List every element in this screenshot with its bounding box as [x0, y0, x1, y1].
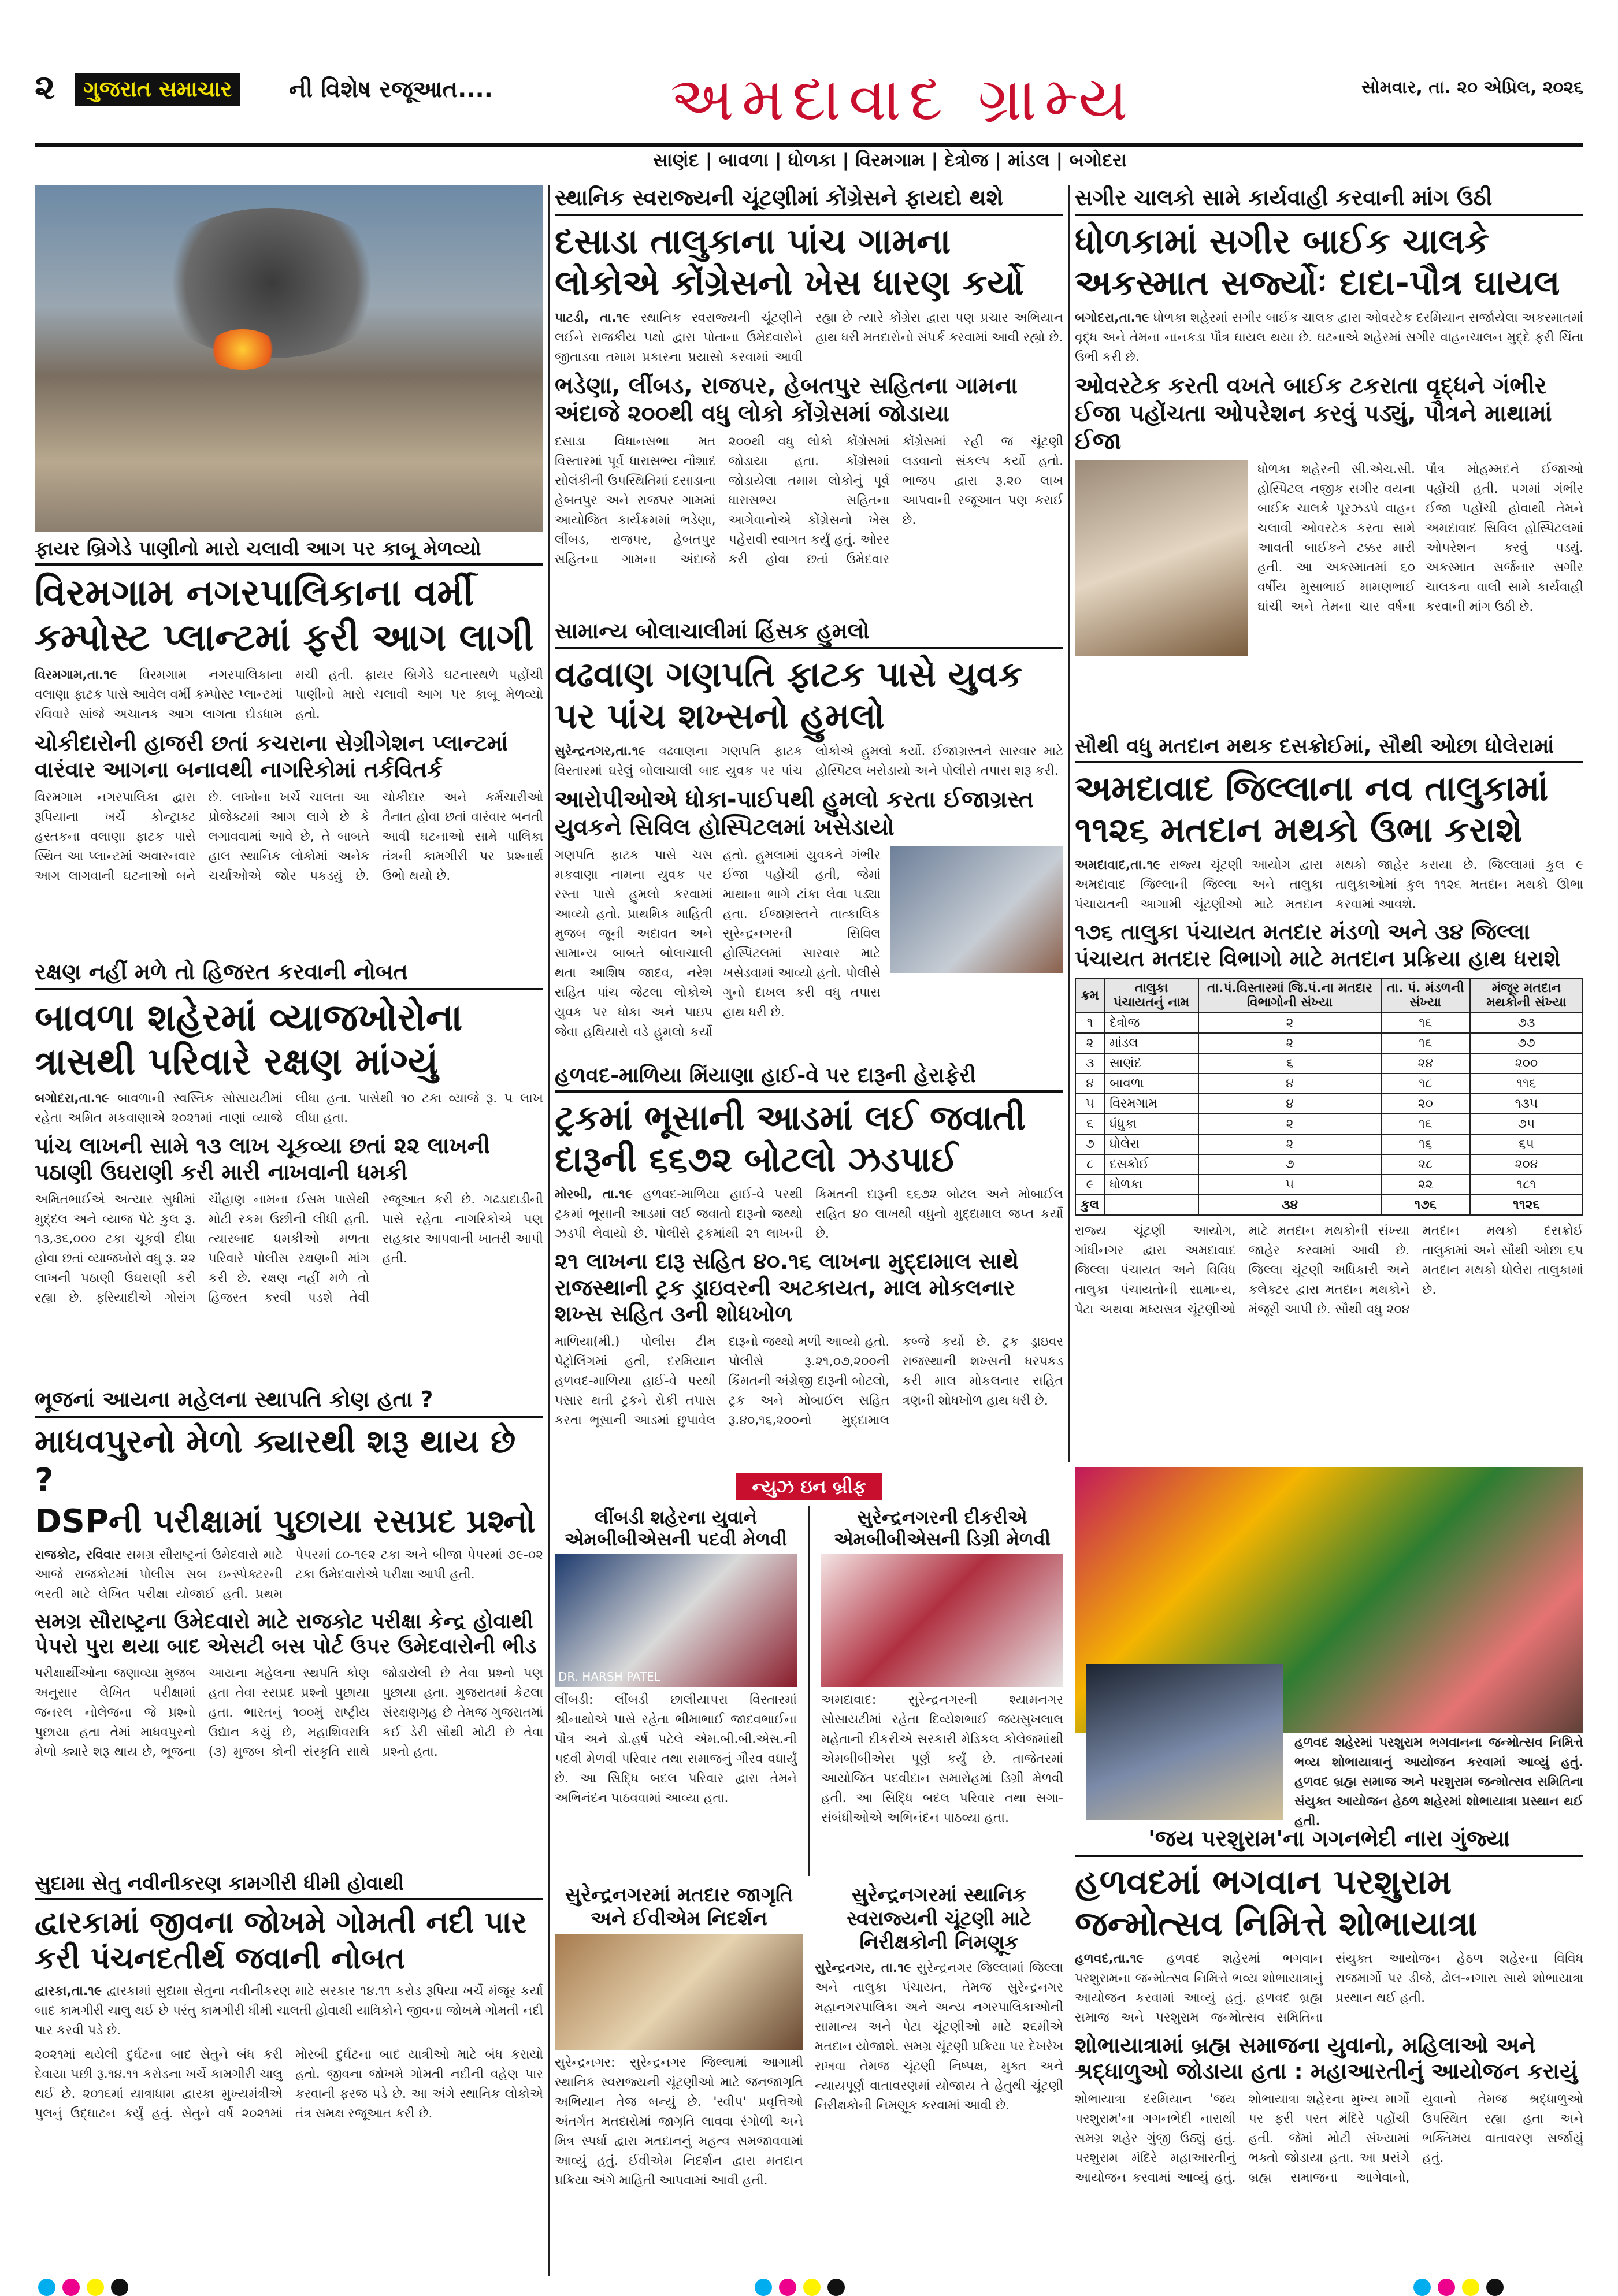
liquor-body2: માળિયા(મી.) પોલીસ ટીમ પેટ્રોલિંગમાં હતી, દરમિયાન હળવદ-માળિયા હાઈ-વે પરથી પસાર થતી ટ્રકને રોકી તપાસ કરતા ભૂસાની આડમાં છુપાવેલ દારૂનો જથ્થો મળી આવ્યો હતો. પોલીસે રૂ.૨૧,૦૭,૨૦૦ની કિંમતની અંગ્રેજી દારૂની બોટલો, ટ્રક અને મોબાઈલ સહિત રૂ.૪૦,૧૬,૨૦૦નો મુદ્દામાલ કબ્જે કર્યો છે. ટ્રક ડ્રાઇવર રાજસ્થાની શખ્સની ધરપકડ કરી માલ મોકલનાર સહિત ત્રણની શોધખોળ હાથ ધરી છે. [555, 1334, 1063, 1428]
table-cell: ૬ [1198, 1053, 1381, 1073]
table-cell: ધોલેરા [1104, 1134, 1198, 1154]
table-row [1075, 1154, 1583, 1175]
dasada-body2: દસાડા વિધાનસભા મત વિસ્તારમાં પૂર્વ ધારાસભ્ય નૌશાદ સોલંકીની ઉપસ્થિતિમાં દસાડાના હેબતપુર અને રાજપર ગામમાં આયોજિત કાર્યક્રમમાં ભડેણા, લીંબડ, રાજપર, હેબતપુર સહિતના ગામના અંદાજે ૨૦૦થી વધુ લોકો કોંગ્રેસમાં જોડાયા હતા. કોંગ્રેસમાં જોડાયેલા તમામ લોકોનું પૂર્વ ધારાસભ્ય સહિતના આગેવાનોએ કોંગ્રેસનો ખેસ પહેરાવી સ્વાગત કર્યું હતું. ઓરર કરી હોવા છતાં ઉમેદવાર કોંગ્રેસમાં રહી જ ચૂંટણી લડવાનો સંકલ્પ કર્યો હતો. ભાજપ દ્વારા રૂ.૨૦ લાખ આપવાની રજૂઆત પણ કરાઈ છે. [555, 434, 1063, 567]
observer-text: સુરેન્દ્રનગર જિલ્લામાં જિલ્લા અને તાલુકા પંચાયત, તેમજ સુરેન્દ્રનગર મહાનગરપાલિકા અને અન્ય નગરપાલિકાઓની સામાન્ય અને પેટા ચૂંટણીઓ માટે ૨૬મીએ મતદાન યોજાશે. સમગ્ર ચૂંટણી પ્રક્રિયા પર દેખરેખ રાખવા તેમજ ચૂંટણી નિષ્પક્ષ, મુક્ત અને ન્યાયપૂર્ણ વાતાવરણમાં યોજાય તે હેતુથી ચૂંટણી નિરીક્ષકોની નિમણૂક કરવામાં આવી છે. [815, 1961, 1063, 2113]
table-cell: ૨૦ [1381, 1094, 1470, 1114]
magenta-dot [779, 2279, 796, 2296]
table-cell: ૨૨ [1381, 1175, 1470, 1195]
table-total-cell: ૩૪ [1198, 1195, 1381, 1215]
table-total-cell: ૧૧૨૬ [1470, 1195, 1583, 1215]
table-cell: માંડલ [1104, 1033, 1198, 1053]
table-cell: ૨૮ [1381, 1154, 1470, 1175]
madhavpur-body [35, 1545, 543, 1604]
booths-text: રાજ્ય ચૂંટણી આયોગ દ્વારા અમદાવાદ જિલ્લાની જિલ્લા અને તાલુકા પંચાયતની આગામી ચૂંટણીઓ માટે મતદાન મથકો જાહેર કરાયા છે. જિલ્લામાં કુલ ૯ તાલુકાઓમાં કુલ ૧૧૨૬ મતદાન મથકો ઊભા કરવામાં આવશે. [1075, 858, 1583, 912]
table-cell: ૧૩૫ [1470, 1094, 1583, 1114]
liquor-article [555, 1063, 1063, 1467]
dholka-subhead: ઓવરટેક કરતી વખતે બાઈક ટકરાતા વૃદ્ધને ગંભીર ઈજા પહોંચતા ઓપરેશન કરવું પડ્યું, પૌત્રને માથામાં ઈજા [1075, 372, 1552, 455]
table-cell: ૨૪ [1381, 1053, 1470, 1073]
registration-marks-center [751, 2279, 982, 2296]
hospital-photo [890, 846, 1063, 973]
flame-shape [208, 329, 277, 370]
brand-tagline: ની વિશેષ રજૂઆત.... [289, 76, 493, 103]
booths-kicker: સૌથી વધુ મતદાન મથક દસક્રોઈમાં, સૌથી ઓછા ધોલેરામાં [1075, 734, 1583, 763]
graduate-photo-2 [821, 1554, 1063, 1687]
vadhvan-article [555, 618, 1063, 1057]
black-dot [111, 2279, 128, 2296]
table-row [1075, 1053, 1583, 1073]
table-cell: ૯ [1075, 1175, 1104, 1195]
table-cell: ૪ [1198, 1094, 1381, 1114]
parshuram-dateline: હળવદ,તા.૧૯ [1075, 1951, 1144, 1966]
towns-list: સાણંદ | બાવળા | ધોળકા | વિરમગામ | દેત્રોજ | માંડલ | બગોદરા [653, 149, 1127, 171]
sudama-dateline: દ્વારકા,તા.૧૯ [35, 1983, 102, 1998]
brief-item [821, 1506, 1063, 1876]
news-in-brief [555, 1473, 1063, 1878]
parshuram-body2: શોભાયાત્રા દરમિયાન 'જય પરશુરામ'ના ગગનભેદી નારાથી સમગ્ર શહેર ગુંજી ઉઠ્યું હતું. પરશુરામ મંદિરે મહાઆરતીનું આયોજન કરવામાં આવ્યું હતું. શોભાયાત્રા શહેરના મુખ્ય માર્ગો પર ફરી પરત મંદિરે પહોંચી હતી. જેમાં મોટી સંખ્યામાં ભક્તો જોડાયા હતા. આ પ્રસંગે બ્રહ્મ સમાજના આગેવાનો, યુવાનો તેમજ શ્રદ્ધાળુઓ ઉપસ્થિત રહ્યા હતા અને ભક્તિમય વાતાવરણ સર્જાયું હતું. [1075, 2091, 1583, 2185]
vadhvan-subhead: આરોપીઓએ ધોકા-પાઈપથી હુમલો કરતા ઈજાગ્રસ્ત યુવકને સિવિલ હોસ્પિટલમાં ખસેડાયો [555, 786, 1034, 841]
header-rule [35, 143, 1583, 147]
magenta-dot [1438, 2279, 1455, 2296]
vadhvan-body [555, 742, 1063, 781]
table-cell: ૭૭ [1470, 1033, 1583, 1053]
smoke-shape [150, 208, 393, 358]
observer-dateline: સુરેન્દ્રનગર, તા.૧૯ [815, 1961, 912, 1976]
liquor-text: હળવદ-માળિયા હાઈ-વે પરથી ટ્રકમાં ભૂસાની આડમાં લઈ જવાતો દારૂનો જથ્થો ઝડપી લેવાયો છે. પોલીસે ટ્રકમાંથી ૨૧ લાખની કિમતની દારૂની ૬૬૭૨ બોટલ અને મોબાઈલ સહિત ૪૦ લાખથી વધુનો મુદ્દામાલ જપ્ત કર્યો છે. [555, 1187, 1063, 1242]
parshuram-photo-caption: હળવદ શહેરમાં પરશુરામ ભગવાનના જન્મોત્સવ નિમિત્તે ભવ્ય શોભાયાત્રાનું આયોજન કરવામાં આવ્યું હતું. હળવદ બ્રહ્મ સમાજ અને પરશુરામ જન્મોત્સવ સમિતિના સંયુક્ત આયોજન હેઠળ શહેરમાં શોભાયાત્રા પ્રસ્થાન થઈ હતી. [1294, 1736, 1583, 1829]
dholka-kicker: સગીર ચાલકો સામે કાર્યવાહી કરવાની માંગ ઉઠી [1075, 185, 1583, 216]
bavla-subhead: પાંચ લાખની સામે ૧૩ લાખ ચૂકવ્યા છતાં ૨૨ લાખની પઠાણી ઉઘરાણી કરી મારી નાખવાની ધમકી [35, 1133, 490, 1185]
table-cell: ૧૬ [1381, 1013, 1470, 1033]
table-cell: ૫ [1198, 1175, 1381, 1195]
viramgam-dateline: વિરમગામ,તા.૧૯ [35, 668, 118, 683]
brief-divider [808, 1506, 810, 1876]
table-cell: દસક્રોઈ [1104, 1154, 1198, 1175]
table-row [1075, 1134, 1583, 1154]
parshuram-kicker: 'જય પરશુરામ'ના ગગનભેદી નારા ગુંજ્યા [1075, 1826, 1583, 1857]
yellow-dot [87, 2279, 104, 2296]
table-cell: ૨૦૪ [1470, 1154, 1583, 1175]
table-header-cell: ક્રમ [1075, 978, 1104, 1013]
vadhvan-dateline: સુરેન્દ્રનગર,તા.૧૯ [555, 744, 646, 759]
dholka-headline: ધોળકામાં સગીર બાઈક ચાલકે અકસ્માત સર્જ્યોઃ દાદા-પૌત્ર ઘાયલ [1075, 221, 1560, 303]
page-number: ૨ [35, 67, 55, 107]
booths-table [1075, 978, 1583, 1216]
bavla-body [35, 1089, 543, 1128]
dasada-subhead: ભડેણા, લીંબડ, રાજપર, હેબતપુર સહિતના ગામના અંદાજે ૨૦૦થી વધુ લોકો કોંગ્રેસમાં જોડાયા [555, 372, 1018, 427]
madhavpur-article [35, 1387, 543, 1866]
sudama-kicker: સુદામા સેતુ નવીનીકરણ કામગીરી ધીમી હોવાથી [35, 1872, 543, 1900]
magenta-dot [62, 2279, 80, 2296]
dasada-body [555, 309, 1063, 367]
booths-subhead: ૧૭૬ તાલુકા પંચાયત મતદાર મંડળો અને ૩૪ જિલ્લા પંચાયત મતદાર વિભાગો માટે મતદાન પ્રક્રિયા હાથ ધરાશે [1075, 919, 1561, 971]
booths-article [1075, 734, 1583, 1462]
sudama-headline: દ્વારકામાં જીવના જોખમે ગોમતી નદી પાર કરી પંચનદતીર્થ જવાની નોબત [35, 1905, 527, 1977]
sudama-body [35, 1982, 543, 2041]
brief-headline: લીંબડી શહેરના યુવાને એમબીબીએસની પદવી મેળવી [564, 1506, 788, 1551]
table-cell: વિરમગામ [1104, 1094, 1198, 1114]
table-cell: ૧૬ [1381, 1033, 1470, 1053]
brief-body: અમદાવાદ: સુરેન્દ્રનગરની શ્યામનગર સોસાયટીમાં રહેતા દિવ્યેશભાઈ જયસુખલાલ મહેતાની દીકરીએ સરકારી મેડિકલ કોલેજમાંથી એમબીબીએસ પૂર્ણ કર્યું છે. તાજેતરમાં આયોજિત પદવીદાન સમારોહમાં ડિગ્રી મેળવી હતી. આ સિદ્ધિ બદલ પરિવાર તથા સગા-સંબંધીઓએ અભિનંદન પાઠવ્યા હતા. [821, 1692, 1063, 1825]
edition-title: અમદાવાદ ગ્રામ્ય [670, 64, 1136, 134]
dasada-dateline: પાટડી, તા.૧૯ [555, 310, 630, 325]
table-cell: દેત્રોજ [1104, 1013, 1198, 1033]
table-cell: ૩ [1075, 1053, 1104, 1073]
black-dot [1486, 2279, 1504, 2296]
liquor-body [555, 1185, 1063, 1244]
vadhvan-text: વઢવાણના ગણપતિ ફાટક વિસ્તારમાં ઘરેલું બોલાચાલી બાદ યુવક પર પાંચ લોકોએ હુમલો કર્યો. ઈજાગ્રસ્તને સારવાર માટે હોસ્પિટલ ખસેડાયો અને પોલીસે તપાસ શરૂ કરી. [555, 744, 1063, 778]
table-row [1075, 1094, 1583, 1114]
table-cell: ૨૦૦ [1470, 1053, 1583, 1073]
fire-photo [35, 185, 543, 532]
parshuram-headline: હળવદમાં ભગવાન પરશુરામ જન્મોત્સવ નિમિત્તે શોભાયાત્રા [1075, 1862, 1478, 1944]
parshuram-article [1075, 1479, 1583, 2276]
yellow-dot [803, 2279, 821, 2296]
madhavpur-text: સમગ્ર સૌરાષ્ટ્રનાં ઉમેદવારો માટે આજે રાજકોટમાં પોલીસ સબ ઇન્સ્પેક્ટરની ભરતી માટે લેખિત પરીક્ષા યોજાઈ હતી. પ્રથમ પેપરમાં ૮૦-૧૯૨ ટકા અને બીજા પેપરમાં ૭૯-૦૨ ટકા ઉમેદવારોએ પરીક્ષા આપી હતી. [35, 1548, 543, 1602]
table-total-cell: ૧૭૬ [1381, 1195, 1470, 1215]
madhavpur-dateline: રાજકોટ, રવિવાર [35, 1548, 121, 1563]
accident-victim-photo [1075, 460, 1248, 656]
bavla-headline: બાવળા શહેરમાં વ્યાજખોરોના ત્રાસથી પરિવારે રક્ષણ માંગ્યું [35, 996, 463, 1084]
table-cell: ૭ [1075, 1134, 1104, 1154]
viramgam-body2: વિરમગામ નગરપાલિકા દ્વારા રૂપિયાના ખર્ચે કોન્ટ્રાક્ટ હસ્તકના વલાણા ફાટક પાસે સ્થિત આ પ્લાન્ટમાં અવારનવાર આગ લાગવાની ઘટનાઓ બને છે. લાખોના ખર્ચે ચાલતા આ પ્રોજેક્ટમાં આગ લાગે છે કે લગાવવામાં આવે છે, તે બાબતે હાલ સ્થાનિક લોકોમાં અનેક ચર્ચાઓએ જોર પકડ્યું છે. ચોકીદાર અને કર્મચારીઓ તૈનાત હોવા છતાં વારંવાર બનતી આવી ઘટનાઓ સામે પાલિકા તંત્રની કામગીરી પર પ્રશ્નાર્થ ઉભો થયો છે. [35, 790, 543, 883]
table-cell: ૨ [1198, 1114, 1381, 1134]
sudama-article [35, 1872, 543, 2276]
bavla-article [35, 959, 543, 1381]
booths-body2: રાજ્ય ચૂંટણી આયોગ, ગાંધીનગર દ્વારા અમદાવાદ જિલ્લા પંચાયત અને વિવિધ તાલુકા પંચાયતોની સામાન્ય, પેટા અથવા મધ્યસત્ર ચૂંટણીઓ માટે મતદાન મથકોની સંખ્યા જાહેર કરવામાં આવી છે. જિલ્લા ચૂંટણી અધિકારી અને કલેક્ટર દ્વારા મતદાન મથકોને મંજૂરી આપી છે. સૌથી વધુ ૨૦૪ મતદાન મથકો દસક્રોઈ તાલુકામાં અને સૌથી ઓછા ૬૫ મતદાન મથકો ધોલેરા તાલુકામાં છે. [1075, 1224, 1583, 1317]
table-cell: ૨ [1198, 1134, 1381, 1154]
column-divider-1 [548, 185, 550, 2276]
brief-headline: સુરેન્દ્રનગરની દીકરીએ એમબીબીએસની ડિગ્રી મેળવી [834, 1506, 1051, 1551]
table-cell: ૮ [1075, 1154, 1104, 1175]
table-cell: ૧ [1075, 1013, 1104, 1033]
observer-headline: સુરેન્દ્રનગરમાં સ્થાનિક સ્વરાજ્યની ચૂંટણી માટે નિરીક્ષકોની નિમણૂક [847, 1883, 1031, 1954]
table-cell: ૭૫ [1470, 1114, 1583, 1134]
yellow-dot [1462, 2279, 1479, 2296]
parshuram-body [1075, 1949, 1583, 2028]
towns-strip [653, 149, 1346, 178]
black-dot [827, 2279, 845, 2296]
cyan-dot [38, 2279, 55, 2296]
issue-date: સોમવાર, તા. ૨૦ એપ્રિલ, ૨૦૨૬ [1361, 77, 1583, 98]
viramgam-headline: વિરમગામ નગરપાલિકાના વર્મી કમ્પોસ્ટ પ્લાન્ટમાં ફરી આગ લાગી [35, 571, 534, 659]
madhavpur-body2: પરીક્ષાર્થીઓના જણાવ્યા મુજબ અનુસાર લેખિત પરીક્ષામાં જનરલ નોલેજના જે પ્રશ્નો પુછાયા હતા તેમાં માધવપુરનો મેળો ક્યારે શરૂ થાય છે, ભૂજના આયના મહેલના સ્થપતિ કોણ હતા તેવા રસપ્રદ પ્રશ્નો પુછાયા હતા. ભારતનું ૧૦૦મું રાષ્ટ્રીય ઉદ્યાન કયું છે, મહાશિવરાત્રિ (૩) મુજબ કોની સંસ્કૃતિ સાથે જોડાયેલી છે તેવા પ્રશ્નો પણ પુછાયા હતા. ગુજરાતમાં કેટલા સંરક્ષણગૃહ છે તેમજ ગુજરાતમાં કઈ ડેરી સૌથી મોટી છે તેવા પ્રશ્નો હતા. [35, 1666, 543, 1759]
liquor-kicker: હળવદ-માળિયા મિંયાણા હાઈ-વે પર દારૂની હેરાફેરી [555, 1063, 1063, 1093]
table-row [1075, 1073, 1583, 1094]
evm-headline: સુરેન્દ્રનગરમાં મતદાર જાગૃતિ અને ઈવીએમ નિદર્શન [565, 1883, 793, 1930]
liquor-dateline: મોરબી, તા.૧૯ [555, 1187, 633, 1202]
sudama-body2: ૨૦૨૧માં થયેલી દુર્ઘટના બાદ સેતુને બંધ કરી દેવાયા પછી રૂ.૧૪.૧૧ કરોડના ખર્ચે કામગીરી ચાલુ થઈ છે. ૨૦૧૬માં યાત્રાધામ દ્વારકા મુખ્યમંત્રીએ પુલનું ઉદ્ઘાટન કર્યું હતું. સેતુને વર્ષ ૨૦૨૧માં મોરબી દુર્ઘટના બાદ યાત્રીઓ માટે બંધ કરાયો હતો. જીવના જોખમે ગોમતી નદીની વહેણ પાર કરવાની ફરજ પડે છે. આ અંગે સ્થાનિક લોકોએ તંત્ર સમક્ષ રજૂઆત કરી છે. [35, 2047, 543, 2121]
vadhvan-headline: વઢવાણ ગણપતિ ફાટક પાસે યુવક પર પાંચ શખ્સનો હુમલો [555, 654, 1023, 737]
viramgam-kicker: ફાયર બ્રિગેડે પાણીનો મારો ચલાવી આગ પર કાબૂ મેળવ્યો [35, 537, 543, 566]
viramgam-body [35, 666, 543, 725]
madhavpur-kicker: ભૂજનાં આયના મહેલના સ્થાપતિ કોણ હતા ? [35, 1387, 543, 1418]
registration-marks-right [1410, 2279, 1583, 2296]
evm-article [555, 1883, 803, 2276]
brief-body: લીંબડી: લીંબડી છાલીયાપરા વિસ્તારમાં શ્રીનાથોએ પાસે રહેતા ભીમાભાઈ જાદવભાઈના પૌત્ર અને ડો.હર્ષ પટેલે એમ.બી.બી.એસ.ની પદવી મેળવી પરિવાર તથા સમાજનું ગૌરવ વધાર્યું છે. આ સિદ્ધિ બદલ પરિવાર દ્વારા તેમને અભિનંદન પાઠવવામાં આવ્યા હતા. [555, 1692, 797, 1805]
table-row [1075, 1114, 1583, 1134]
table-total-cell [1104, 1195, 1198, 1215]
table-header-cell: મંજૂર મતદાન મથકોની સંખ્યા [1470, 978, 1583, 1013]
dasada-article [555, 185, 1063, 612]
parshuram-text: હળવદ શહેરમાં ભગવાન પરશુરામના જન્મોત્સવ નિમિત્તે ભવ્ય શોભાયાત્રાનું આયોજન કરવામાં આવ્યું હતું. હળવદ બ્રહ્મ સમાજ અને પરશુરામ જન્મોત્સવ સમિતિના સંયુક્ત આયોજન હેઠળ શહેરના વિવિધ રાજમાર્ગો પર ડીજે, ઢોલ-નગારા સાથે શોભાયાત્રા પ્રસ્થાન થઈ હતી. [1075, 1951, 1583, 2025]
dasada-text: સ્થાનિક સ્વરાજ્યની ચૂંટણીને લઈને રાજકીય પક્ષો દ્વારા પોતાના ઉમેદવારોને જીતાડવા તમામ પ્રકારના પ્રયાસો કરવામાં આવી રહ્યા છે ત્યારે કોંગ્રેસ દ્વારા પણ પ્રચાર અભિયાન હાથ ધરી મતદારોનો સંપર્ક કરવામાં આવી રહ્યો છે. [555, 310, 1063, 365]
bavla-dateline: બગોદરા,તા.૧૯ [35, 1091, 109, 1106]
madhavpur-headline-2: DSPની પરીક્ષામાં પુછાયા રસપ્રદ પ્રશ્નો [35, 1502, 536, 1540]
dasada-kicker: સ્થાનિક સ્વરાજ્યની ચૂંટણીમાં કોંગ્રેસને ફાયદો થશે [555, 185, 1063, 216]
vadhvan-kicker: સામાન્ય બોલાચાલીમાં હિંસક હુમલો [555, 618, 1063, 649]
table-cell: ૧૬ [1381, 1134, 1470, 1154]
table-cell: ધોળકા [1104, 1175, 1198, 1195]
column-divider-2 [1068, 185, 1070, 1462]
dholka-body2: ધોળકા શહેરની સી.એચ.સી. હોસ્પિટલ નજીક સગીર વયના બાઈક ચાલકે પૂરઝડપે વાહન ચલાવી ઓવરટેક કરતા સામે આવતી બાઈકને ટક્કર મારી હતી. આ અકસ્માતમાં ૬૦ વર્ષીય મુસાભાઈ મામણભાઈ ઘાંચી અને તેમના ચાર વર્ષના પૌત્ર મોહમ્મદને ઈજાઓ પહોંચી હતી. પગમાં ગંભીર ઈજા પહોંચી હોવાથી તેમને અમદાવાદ સિવિલ હોસ્પિટલમાં ઓપરેશન કરવું પડ્યું. અકસ્માત સર્જનાર સગીર ચાલકના વાલી સામે કાર્યવાહી કરવાની માંગ ઉઠી છે. [1257, 462, 1583, 614]
registration-marks-left [35, 2279, 266, 2296]
madhavpur-subhead: સમગ્ર સૌરાષ્ટ્રના ઉમેદવારો માટે રાજકોટ પરીક્ષા કેન્દ્ર હોવાથી પેપરો પુરા થયા બાદ એસટી બસ પોર્ટ ઉપર ઉમેદવારોની ભીડ [35, 1610, 537, 1659]
page-header [35, 64, 1583, 150]
table-cell: ૫ [1075, 1094, 1104, 1114]
table-total-cell: કુલ [1075, 1195, 1104, 1215]
table-header-cell: તા. પં. મંડળની સંખ્યા [1381, 978, 1470, 1013]
bavla-body2: અમિતભાઈએ અત્યાર સુધીમાં મુદ્દલ અને વ્યાજ પેટે કુલ રૂ. ૧૩,૩૬,૦૦૦ ટકા ચૂકવી દીધા હોવા છતાં વ્યાજખોરો વધુ રૂ. ૨૨ લાખની પઠાણી ઉઘરાણી કરી રહ્યા છે. ફરિયાદીએ ગોરાંગ ચૌહાણ નામના ઈસમ પાસેથી મોટી રકમ ઉછીની લીધી હતી. ત્યારબાદ ધમકીઓ મળતા પરિવારે પોલીસ રક્ષણની માંગ કરી છે. રક્ષણ નહીં મળે તો હિજરત કરવી પડશે તેવી રજૂઆત કરી છે. ગઢડાદાડીની પાસે રહેતા નાગરિકોએ પણ સહકાર આપવાની ખાતરી આપી હતી. [35, 1192, 543, 1306]
liquor-headline: ટ્રકમાં ભૂસાની આડમાં લઈ જવાતી દારૂની ૬૬૭૨ બોટલો ઝડપાઈ [555, 1098, 1026, 1180]
graduate-photo [555, 1554, 797, 1687]
vadhvan-body2: ગણપતિ ફાટક પાસે ચસ મકવાણા નામના યુવક પર રસ્તા પાસે હુમલો કરવામાં આવ્યો હતો. પ્રાથમિક માહિતી મુજબ જૂની અદાવત અને સામાન્ય બાબતે બોલાચાલી થતા આશિષ જાદવ, નરેશ સહિત પાંચ જેટલા લોકોએ યુવક પર ધોકા અને પાઇપ જેવા હથિયારો વડે હુમલો કર્યો હતો. હુમલામાં યુવકને ગંભીર ઈજા પહોંચી હતી, જેમાં માથાના ભાગે ટાંકા લેવા પડ્યા હતા. ઈજાગ્રસ્તને તાત્કાલિક સુરેન્દ્રનગરની સિવિલ હોસ્પિટલમાં સારવાર માટે ખસેડવામાં આવ્યો હતો. પોલીસે ગુનો દાખલ કરી વધુ તપાસ હાથ ધરી છે. [555, 848, 881, 1039]
bavla-kicker: રક્ષણ નહીં મળે તો હિજરત કરવાની નોબત [35, 959, 543, 990]
viramgam-subhead: ચોકીદારોની હાજરી છતાં કચરાના સેગ્રીગેશન પ્લાન્ટમાં વારંવાર આગના બનાવથી નાગરિકોમાં તર્કવિતર્ક [35, 730, 509, 782]
table-cell: ૬ [1075, 1114, 1104, 1134]
table-row [1075, 1033, 1583, 1053]
table-cell: ધંધુકા [1104, 1114, 1198, 1134]
evm-photo [555, 1934, 803, 2050]
table-cell: ૧૬ [1381, 1114, 1470, 1134]
observer-article [815, 1883, 1063, 2276]
table-header-cell: તા.પં.વિસ્તારમાં જિ.પં.ના મતદાર વિભાગોની સંખ્યા [1198, 978, 1381, 1013]
table-cell: ૪ [1075, 1073, 1104, 1094]
table-cell: ૭ [1198, 1154, 1381, 1175]
cyan-dot [755, 2279, 772, 2296]
liquor-subhead: ૨૧ લાખના દારૂ સહિત ૪૦.૧૬ લાખના મુદ્દામાલ સાથે રાજસ્થાની ટ્રક ડ્રાઇવરની અટકાયત, માલ મોકલનાર શખ્સ સહિત ૩ની શોધખોળ [555, 1249, 1019, 1327]
table-cell: ૨ [1198, 1033, 1381, 1053]
madhavpur-headline: માધવપુરનો મેળો ક્યારથી શરૂ થાય છે ? [35, 1422, 516, 1499]
brand-logo: ગુજરાત સમાચાર [75, 73, 240, 106]
booths-body [1075, 856, 1583, 915]
table-row [1075, 1013, 1583, 1033]
table-cell: ૪ [1198, 1073, 1381, 1094]
bavla-text: બાવળાની સ્વસ્તિક સોસાયટીમાં રહેતા અમિત મકવાણાએ ૨૦૨૧માં નાણાં વ્યાજે લીધા હતા. પાસેથી ૧૦ ટકા વ્યાજે રૂ. ૫ લાખ લીધા હતા. [35, 1091, 543, 1126]
booths-dateline: અમદાવાદ,તા.૧૯ [1075, 858, 1161, 873]
observer-body [815, 1959, 1063, 2116]
table-cell: ૨ [1198, 1013, 1381, 1033]
viramgam-article [35, 537, 543, 953]
graduate-photo-banner: DR. HARSH PATEL [558, 1669, 660, 1684]
booths-headline: અમદાવાદ જિલ્લાના નવ તાલુકામાં ૧૧૨૬ મતદાન મથકો ઉભા કરાશે [1075, 768, 1549, 851]
dholka-dateline: બગોદરા,તા.૧૯ [1075, 310, 1149, 325]
table-cell: સાણંદ [1104, 1053, 1198, 1073]
parshuram-subhead: શોભાયાત્રામાં બ્રહ્મ સમાજના યુવાનો, મહિલાઓ અને શ્રદ્ધાળુઓ જોડાયા હતા : મહાઆરતીનું આયોજન કરાયું [1075, 2032, 1578, 2085]
news-in-brief-label: ન્યુઝ ઇન બ્રીફ [555, 1473, 1063, 1500]
table-cell: ૬૫ [1470, 1134, 1583, 1154]
dholka-text: ધોળકા શહેરમાં સગીર બાઈક ચાલક દ્વારા ઓવરટેક દરમિયાન સર્જાયેલા અકસ્માતમાં વૃદ્ધ અને તેમના નાનકડા પૌત્ર ઘાયલ થયા છે. ઘટનાએ શહેરમાં સગીર વાહનચાલન મુદ્દે ફરી ચિંતા ઉભી કરી છે. [1075, 310, 1583, 365]
table-cell: ૧૧૬ [1470, 1073, 1583, 1094]
table-cell: ૨ [1075, 1033, 1104, 1053]
table-header-cell: તાલુકા પંચાયતનું નામ [1104, 978, 1198, 1013]
dholka-body [1075, 309, 1583, 367]
table-total-row [1075, 1195, 1583, 1215]
dasada-headline: દસાડા તાલુકાના પાંચ ગામના લોકોએ કોંગ્રેસનો ખેસ ધારણ કર્યો [555, 221, 1024, 303]
dholka-article [1075, 185, 1583, 728]
viramgam-text: વિરમગામ નગરપાલિકાના વલાણા ફાટક પાસે આવેલ વર્મી કમ્પોસ્ટ પ્લાન્ટમાં રવિવારે સાંજે અચાનક આગ લાગતા દોડધામ મચી હતી. ફાયર બ્રિગેડે ઘટનાસ્થળે પહોંચી પાણીનો મારો ચલાવી આગ પર કાબૂ મેળવ્યો હતો. [35, 668, 543, 722]
sudama-text: દ્વારકામાં સુદામા સેતુના નવીનીકરણ માટે સરકાર ૧૪.૧૧ કરોડ રૂપિયા ખર્ચે મંજૂર કર્યા બાદ કામગીરી ચાલુ થઈ છે પરંતુ કામગીરી ધીમી ચાલતી હોવાથી યાત્રિકોને જીવના જોખમે ગોમતી નદી પાર કરવી પડે છે. [35, 1983, 543, 2038]
evm-body: સુરેન્દ્રનગર: સુરેન્દ્રનગર જિલ્લામાં આગામી સ્થાનિક સ્વરાજ્યની ચૂંટણીઓ માટે જનજાગૃતિ અભિયાન તેજ બન્યું છે. 'સ્વીપ' પ્રવૃત્તિઓ અંતર્ગત મતદારોમાં જાગૃતિ લાવવા રંગોળી અને મિત્ર સ્પર્ધા દ્વારા મતદાનનું મહત્વ સમજાવવામાં આવ્યું હતું. ઈવીએમ નિદર્શન દ્વારા મતદાન પ્રક્રિયા અંગે માહિતી આપવામાં આવી હતી. [555, 2055, 803, 2188]
table-cell: ૧૮ [1381, 1073, 1470, 1094]
table-cell: ૭૩ [1470, 1013, 1583, 1033]
table-cell: ૧૮૧ [1470, 1175, 1583, 1195]
parshuram-idol-photo [1086, 1664, 1283, 1820]
cyan-dot [1413, 2279, 1431, 2296]
table-row [1075, 1175, 1583, 1195]
brief-item [555, 1506, 797, 1876]
table-cell: બાવળા [1104, 1073, 1198, 1094]
table-header-row [1075, 978, 1583, 1013]
